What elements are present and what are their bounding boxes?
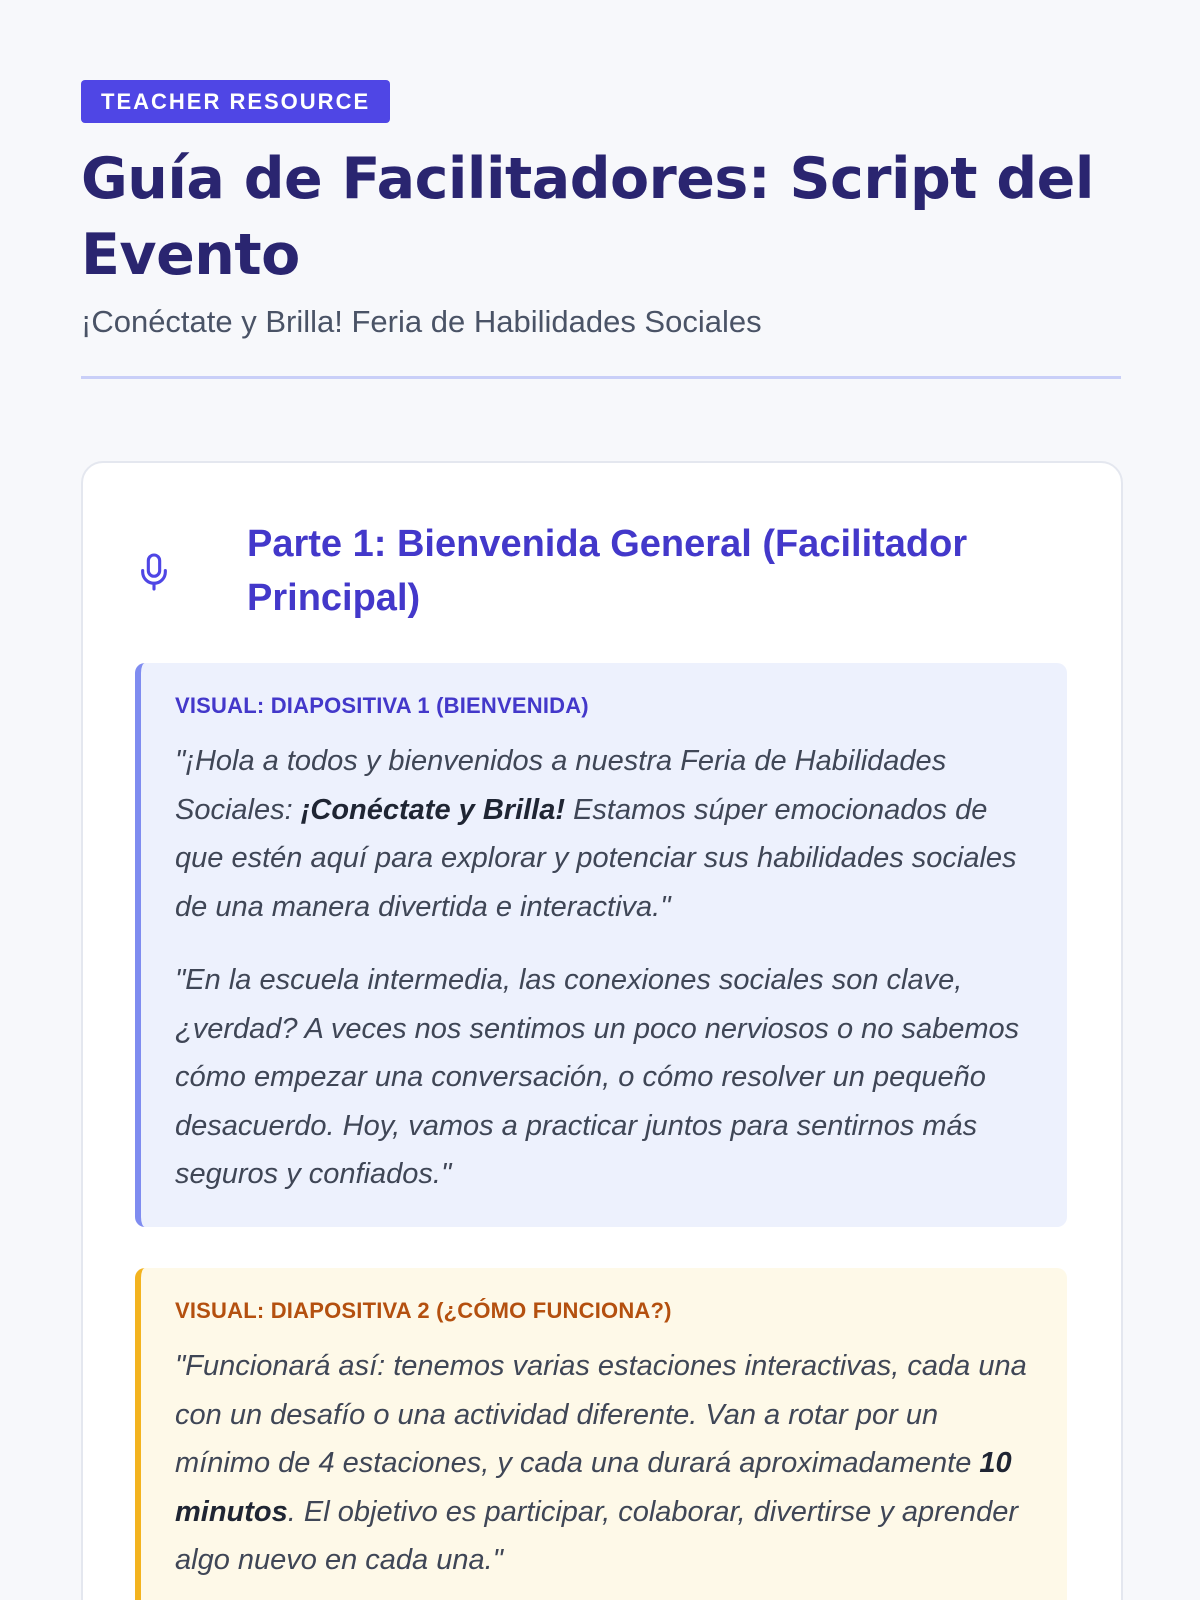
callout-label: VISUAL: DIAPOSITIVA 2 (¿CÓMO FUNCIONA?) [175,1298,672,1323]
script-card [81,461,1123,1600]
script-paragraph: "Funcionará así: tenemos varias estaciones interactivas, cada una con un desafío o una actividad diferente. Van a rotar por un mínimo de 4 estaciones, y cada una durará aproximadamente 10 minutos. El objetivo es participar, colaborar, divertirse y aprender algo nuevo en cada una." [175,1350,1027,1576]
resource-badge: TEACHER RESOURCE [81,80,390,123]
microphone-icon [137,552,171,592]
section-title: Parte 1: Bienvenida General (Facilitador Principal) [247,523,968,619]
page-subtitle: ¡Conéctate y Brilla! Feria de Habilidades Sociales [81,304,762,339]
page-header [81,80,1121,341]
page-title: Guía de Facilitadores: Script del Evento [81,146,1094,288]
slide-1-callout [135,663,1067,1227]
script-paragraph: "¡Hola a todos y bienvenidos a nuestra Feria de Habilidades Sociales: ¡Conéctate y Brilla! Estamos súper emocionados de que estén aquí para explorar y potenciar sus habilidades sociales de una manera divertida e interactiva." [175,745,1017,923]
callout-label: VISUAL: DIAPOSITIVA 1 (BIENVENIDA) [175,693,589,718]
header-divider [81,376,1121,379]
event-name-emphasis: ¡Conéctate y Brilla! [300,793,566,826]
slide-2-callout [135,1268,1067,1600]
script-paragraph: "En la escuela intermedia, las conexiones sociales son clave, ¿verdad? A veces nos sentimos un poco nerviosos o no sabemos cómo empezar una conversación, o cómo resolver un pequeño desacuerdo. Hoy, vamos a practicar juntos para sentirnos más seguros y confiados." [175,964,1020,1190]
duration-emphasis: 10 minutos [175,1447,1012,1528]
